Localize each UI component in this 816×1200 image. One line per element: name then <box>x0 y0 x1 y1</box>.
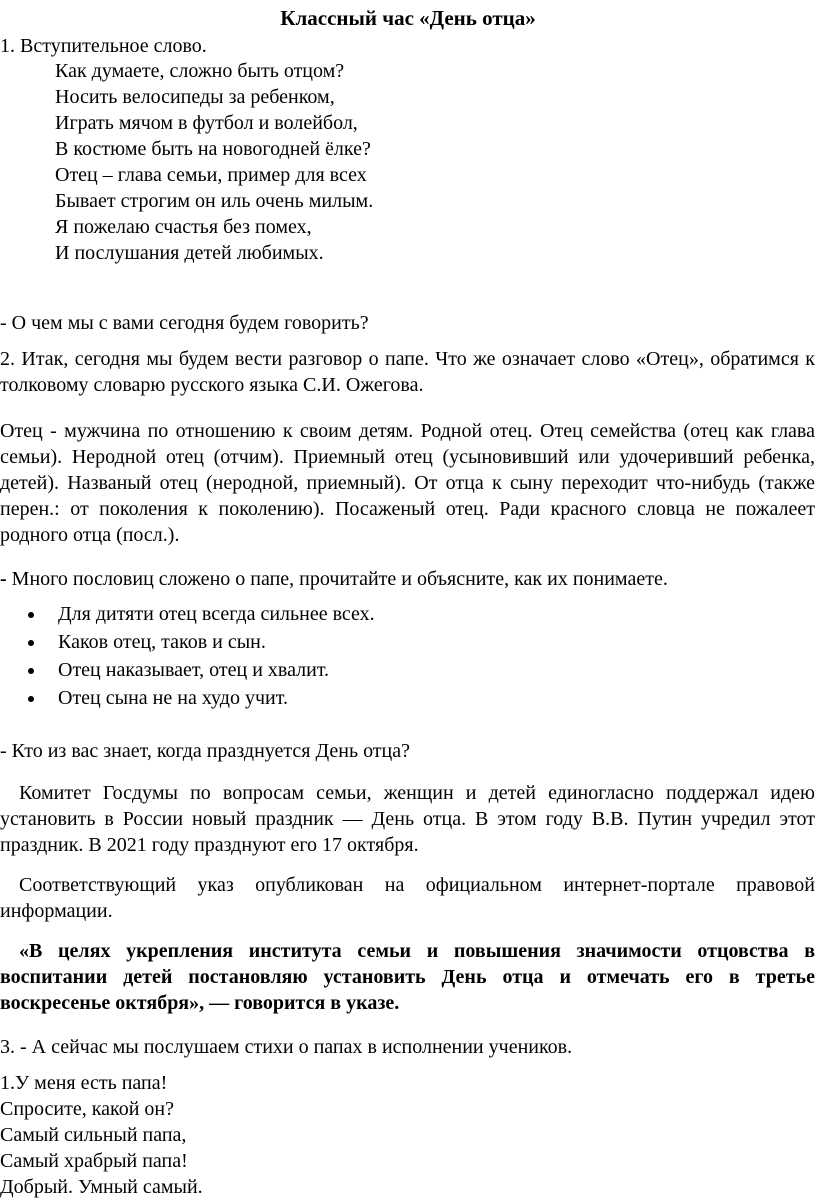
proverb-text: Для дитяти отец всегда сильнее всех. <box>58 603 375 625</box>
poem-line: Я пожелаю счастья без помех, <box>55 216 312 238</box>
proverbs-dash: - <box>0 568 7 590</box>
section-1-heading: 1. Вступительное слово. <box>0 35 207 57</box>
bullet-icon <box>28 612 34 618</box>
paragraph-decree-quote: «В целях укрепления института семьи и повышения значимости отцовства в воспитании детей постановляю установить День отца и отмечать его в третье воскресенье октября», — говорится в указе. <box>0 940 815 1014</box>
poem-line: Отец – глава семьи, пример для всех <box>55 164 367 186</box>
poem-line: Как думаете, сложно быть отцом? <box>55 60 345 82</box>
section-3-heading: 3. - А сейчас мы послушаем стихи о папах в исполнении учеников. <box>0 1036 573 1058</box>
question-when-celebrated: - Кто из вас знает, когда празднуется День отца? <box>0 740 410 762</box>
bullet-icon <box>28 696 34 702</box>
proverb-text: Отец наказывает, отец и хвалит. <box>58 659 330 681</box>
document-title: Классный час «День отца» <box>280 6 536 30</box>
poem-line: Бывает строгим он иль очень милым. <box>55 190 374 212</box>
poem-line: Самый храбрый папа! <box>0 1150 188 1172</box>
poem-line: Добрый. Умный самый. <box>0 1176 203 1198</box>
proverb-text: Каков отец, таков и сын. <box>58 631 266 653</box>
intro-poem <box>55 58 373 266</box>
question-what-topic: - О чем мы с вами сегодня будем говорить? <box>0 312 369 334</box>
bullet-icon <box>28 640 34 646</box>
father-poem <box>0 1070 203 1200</box>
paragraph-section-2: 2. Итак, сегодня мы будем вести разговор о папе. Что же означает слово «Отец», обратимся к толковому словарю русского языка С.И. Ожегова. <box>0 348 815 396</box>
bullet-icon <box>28 668 34 674</box>
poem-line: 1.У меня есть папа! <box>0 1072 168 1094</box>
poem-line: Самый сильный папа, <box>0 1124 187 1146</box>
paragraph-decree: Соответствующий указ опубликован на официальном интернет-портале правовой информации. <box>0 874 815 922</box>
paragraph-committee: Комитет Госдумы по вопросам семьи, женщин и детей единогласно поддержал идею установить в России новый праздник — День отца. В этом году В.В. Путин учредил этот праздник. В 2021 году празднуют его 17 октября. <box>0 782 815 856</box>
poem-line: И послушания детей любимых. <box>55 242 324 264</box>
poem-line: Спросите, какой он? <box>0 1098 175 1120</box>
poem-line: Играть мячом в футбол и волейбол, <box>55 112 358 134</box>
proverb-text: Отец сына не на худо учит. <box>58 687 288 709</box>
proverbs-intro <box>0 566 668 592</box>
dictionary-definition: Отец - мужчина по отношению к своим детям. Родной отец. Отец семейства (отец как глава семьи). Неродной отец (отчим). Приемный отец (усыновивший или удочеривший ребенка, детей). Названый отец (неродной, приемный). От отца к сыну переходит что-нибудь (также перен.: от поколения к поколению). Посаженый отец. Ради красного словца не пожалеет родного отца (посл.). <box>0 420 815 546</box>
poem-line: В костюме быть на новогодней ёлке? <box>55 138 371 160</box>
poem-line: Носить велосипеды за ребенком, <box>55 86 335 108</box>
proverbs-intro-text: Много пословиц сложено о папе, прочитайте и объясните, как их понимаете. <box>6 568 668 590</box>
